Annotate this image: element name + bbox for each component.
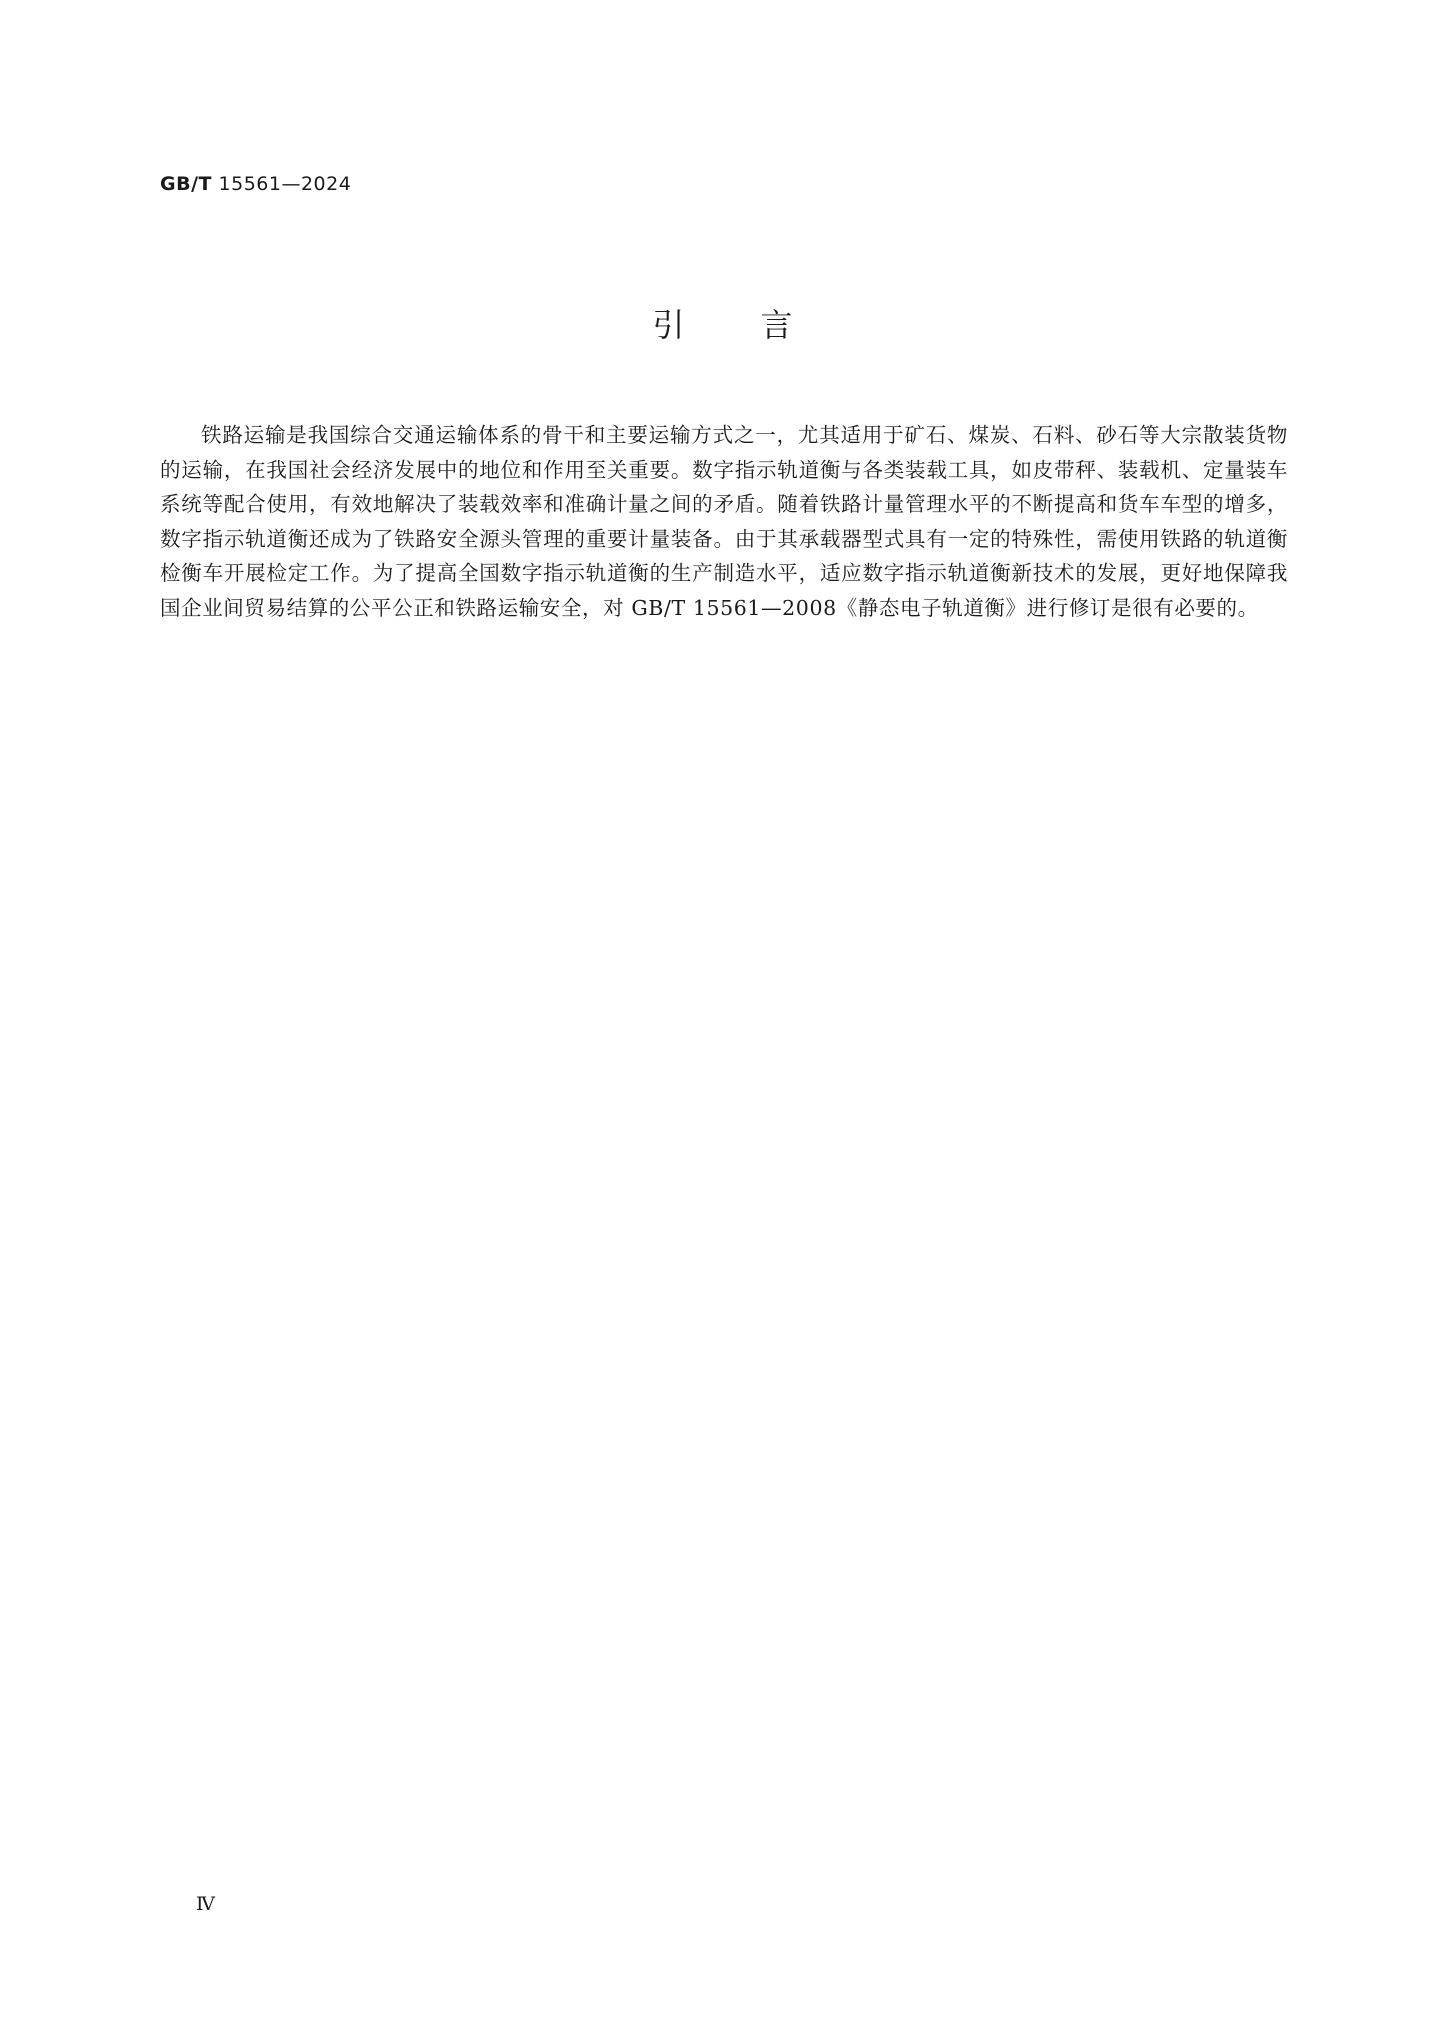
standard-code-number: 15561—2024 [211,173,352,195]
page-number: Ⅳ [196,1893,215,1915]
section-title: 引言 [652,306,869,344]
standard-number-header [160,173,351,195]
standard-code-prefix: GB/T [160,173,212,195]
introduction-paragraph: 铁路运输是我国综合交通运输体系的骨干和主要运输方式之一，尤其适用于矿石、煤炭、石料、砂石等大宗散装货物的运输，在我国社会经济发展中的地位和作用至关重要。数字指示轨道衡与各类装载工具，如皮带秤、装载机、定量装车系统等配合使用，有效地解决了装载效率和准确计量之间的矛盾。随着铁路计量管理水平的不断提高和货车车型的增多，数字指示轨道衡还成为了铁路安全源头管理的重要计量装备。由于其承载器型式具有一定的特殊性，需使用铁路的轨道衡检衡车开展检定工作。为了提高全国数字指示轨道衡的生产制造水平，适应数字指示轨道衡新技术的发展，更好地保障我国企业间贸易结算的公平公正和铁路运输安全，对 GB/T 15561—2008《静态电子轨道衡》进行修订是很有必要的。 [160,423,1288,620]
